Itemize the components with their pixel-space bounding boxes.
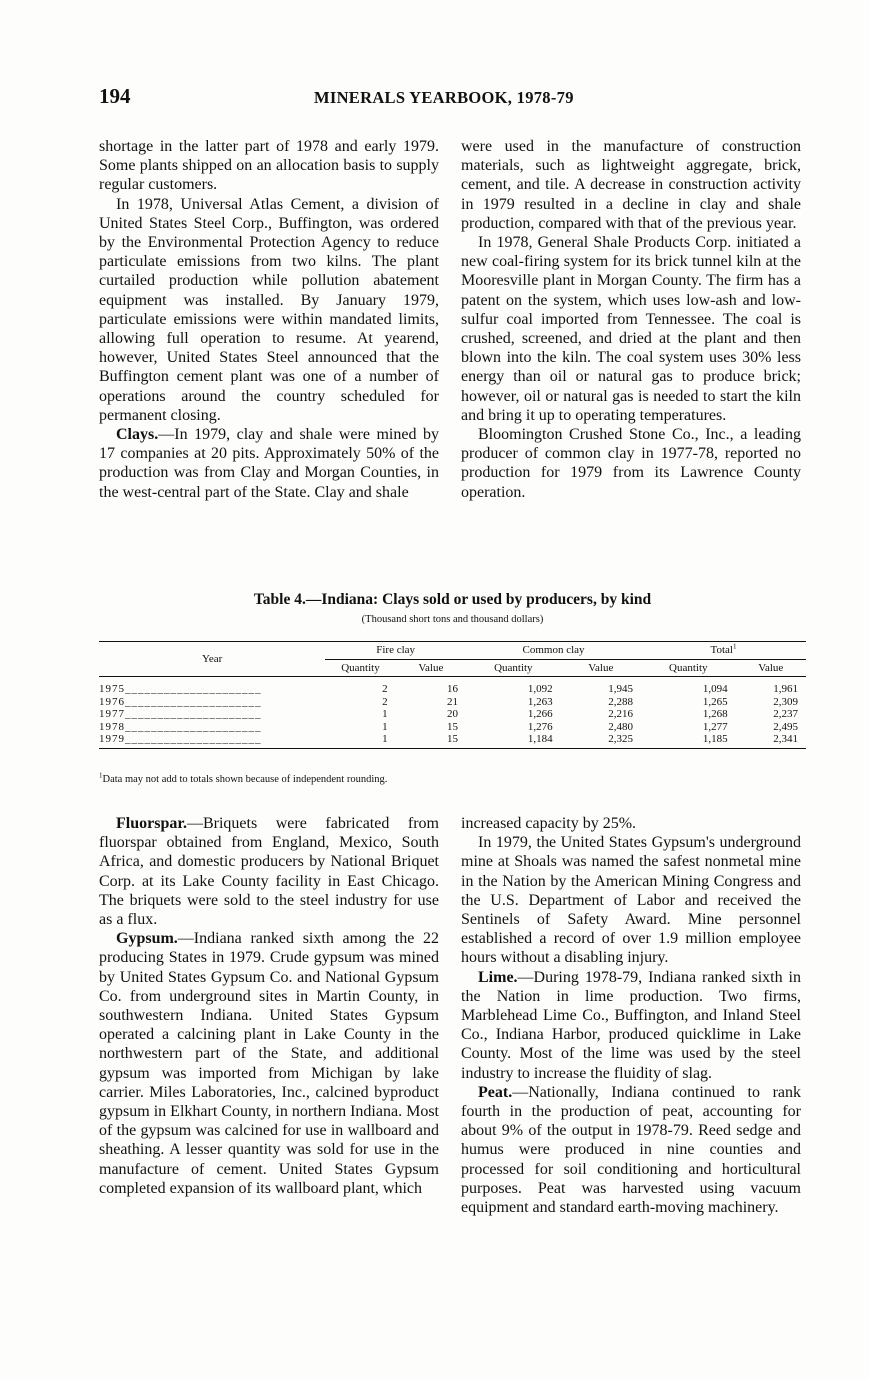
cell-year: 1979_____________________ — [99, 733, 325, 748]
run-in-heading: Fluorspar. — [116, 815, 187, 832]
page-number: 194 — [99, 84, 131, 108]
page-header — [99, 84, 806, 114]
column-header-value: Value — [396, 659, 466, 677]
footnote-text: Data may not add to totals shown because of independent rounding. — [102, 774, 388, 785]
cell-fire-value: 15 — [396, 733, 466, 748]
cell-total-quantity: 1,268 — [702, 708, 728, 720]
paragraph: In 1978, Universal Atlas Cement, a division of United States Steel Corp., Buffington, was ordered by the Environmental Protection Agency to reduce particulate emissions from two kilns. The plant curtailed production while pollution abatement equipment was installed. By January 1979, particulate emissions were within mandated limits, allowing full operation to resume. At yearend, however, United States Steel announced that the Buffington cement plant was one of a number of operations around the country scheduled for permanent closing. — [99, 195, 439, 424]
cell-year: 1976_____________________ — [99, 695, 262, 708]
cell-total-value: 2,341 — [736, 733, 806, 748]
column-left-bottom — [99, 814, 439, 1198]
cell-fire-quantity: 1 — [325, 733, 395, 748]
cell-common-value: 2,288 — [608, 695, 634, 708]
column-group-total-label: Total — [710, 644, 733, 656]
cell-fire-quantity: 2 — [382, 683, 388, 695]
cell-total-value: 2,237 — [773, 708, 798, 720]
cell-common-value: 2,216 — [608, 708, 634, 720]
column-header-value: Value — [736, 659, 806, 677]
paragraph: increased capacity by 25%. — [461, 815, 637, 832]
cell-total-quantity: 1,094 — [702, 683, 728, 695]
cell-common-value: 2,325 — [561, 733, 641, 748]
column-left-top — [99, 137, 439, 502]
paragraph-text: —Briquets were fabricated from fluorspar obtained from England, Mexico, South Africa, and domestic producers by National Briquet Corp. at its Lake County facility in East Chicago. The briquets were sold to the steel industry for use as a flux. — [99, 815, 439, 929]
table-title: Table 4.—Indiana: Clays sold or used by producers, by kind — [253, 591, 652, 608]
cell-total-quantity: 1,265 — [702, 695, 728, 708]
paragraph-clays — [99, 425, 439, 502]
column-header-value: Value — [561, 659, 641, 677]
paragraph-fluorspar — [99, 814, 439, 929]
column-group-total — [641, 642, 806, 660]
column-right-top — [461, 137, 801, 502]
run-in-heading: Gypsum. — [116, 930, 178, 948]
paragraph-text: —During 1978-79, Indiana ranked sixth in the Nation in lime production. Two firms, Marblehead Lime Co., Buffington, and Inland Steel Co., Indiana Harbor, produced quicklime in Lake County. Most of the lime was used by the steel industry to increase the fluidity of slag. — [461, 968, 801, 1082]
column-header-year: Year — [99, 642, 325, 677]
cell-common-value: 2,480 — [608, 720, 634, 733]
paragraph-gypsum — [99, 929, 439, 1198]
cell-common-quantity: 1,184 — [466, 733, 561, 748]
table-footnote — [99, 771, 388, 785]
paragraph: In 1979, the United States Gypsum's underground mine at Shoals was named the safest nonmetal mine in the Nation by the American Mining Congress and the U.S. Department of Labor and received the Sentinels of Safety Award. Mine personnel established a record of over 1.9 million employee hours without a disabling injury. — [461, 834, 801, 967]
cell-fire-value: 15 — [447, 720, 459, 733]
paragraph-peat — [461, 1083, 801, 1217]
paragraph-text: —In 1979, clay and shale were mined by 17 companies at 20 pits. Approximately 50% of the production was from Clay and Morgan Counties, in the west-central part of the State. Clay and shale — [99, 426, 439, 501]
paragraph-text: —Indiana ranked sixth among the 22 producing States in 1979. Crude gypsum was mined by United States Gypsum Co. and National Gypsum Co. from underground sites in Martin County, in southwestern Indiana. United States Gypsum operated a calcining plant in Lake County in the northwestern part of the State, and additional gypsum was imported from Michigan by lake carrier. Miles Laboratories, Inc., calcined byproduct gypsum in Elkhart County, in northern Indiana. Most of the gypsum was calcined for use in wallboard and sheathing. A lesser quantity was sold for use in the manufacture of cement. United States Gypsum completed expansion of its wallboard plant, which — [99, 930, 439, 1197]
column-header-quantity: Quantity — [466, 659, 561, 677]
table-row — [99, 677, 806, 696]
run-in-heading: Lime. — [478, 968, 518, 986]
cell-year: 1977_____________________ — [99, 708, 262, 720]
table-row — [99, 708, 806, 721]
paragraph-lime — [461, 968, 801, 1083]
table-row — [99, 721, 806, 734]
cell-fire-quantity: 1 — [382, 720, 388, 733]
cell-common-quantity: 1,276 — [527, 720, 553, 733]
cell-fire-value: 20 — [447, 708, 459, 720]
paragraph: shortage in the latter part of 1978 and early 1979. Some plants shipped on an allocation basis to supply regular customers. — [99, 138, 439, 194]
cell-year: 1978_____________________ — [99, 720, 262, 733]
cell-total-value: 2,495 — [773, 720, 798, 733]
cell-fire-value: 16 — [447, 683, 459, 695]
cell-common-quantity: 1,092 — [527, 683, 553, 695]
cell-fire-quantity: 1 — [382, 708, 388, 720]
cell-fire-quantity: 2 — [382, 695, 388, 708]
footnote-mark: 1 — [732, 642, 737, 651]
cell-total-quantity: 1,185 — [641, 733, 736, 748]
paragraph: were used in the manufacture of construction materials, such as lightweight aggregate, brick, cement, and tile. A decrease in construction activity in 1979 resulted in a decline in clay and shale production, compared with that of the previous year. — [461, 138, 801, 232]
column-header-quantity: Quantity — [641, 659, 736, 677]
table-subtitle: (Thousand short tons and thousand dollars) — [361, 614, 544, 625]
run-in-heading: Peat. — [478, 1083, 513, 1101]
table-row — [99, 733, 806, 748]
cell-year: 1975_____________________ — [99, 683, 262, 695]
run-in-heading: Clays. — [116, 426, 159, 444]
cell-total-value: 2,309 — [773, 695, 798, 708]
column-group-common-clay: Common clay — [466, 642, 641, 660]
paragraph: Bloomington Crushed Stone Co., Inc., a leading producer of common clay in 1977-78, reported no production for 1979 from its Lawrence County operation. — [461, 426, 801, 501]
cell-common-quantity: 1,263 — [527, 695, 553, 708]
column-group-fire-clay: Fire clay — [325, 642, 466, 660]
paragraph-text: —Nationally, Indiana continued to rank fourth in the production of peat, accounting for about 9% of the output in 1978-79. Reed sedge and humus were produced in nine counties and processed for soil conditioning and horticultural purposes. Peat was harvested using vacuum equipment and standard earth-moving machinery. — [461, 1083, 801, 1217]
footnote-mark: 1 — [99, 771, 103, 780]
clays-table — [99, 641, 806, 749]
running-title: MINERALS YEARBOOK, 1978-79 — [314, 88, 574, 107]
paragraph: In 1978, General Shale Products Corp. initiated a new coal-firing system for its brick tunnel kiln at the Mooresville plant in Morgan County. The firm has a patent on the system, which uses low-ash and low-sulfur coal imported from Tennessee. The coal is crushed, screened, and dried at the plant and then blown into the kiln. The coal system uses 30% less energy than oil or natural gas to produce brick; however, oil or natural gas is needed to start the kiln and bring it up to operating temperatures. — [461, 234, 801, 424]
cell-common-value: 1,945 — [608, 683, 634, 695]
cell-total-value: 1,961 — [773, 683, 798, 695]
table-row — [99, 696, 806, 709]
cell-total-quantity: 1,277 — [702, 720, 728, 733]
column-header-quantity: Quantity — [325, 659, 395, 677]
column-right-bottom — [461, 814, 801, 1217]
cell-common-quantity: 1,266 — [527, 708, 553, 720]
cell-fire-value: 21 — [447, 695, 459, 708]
